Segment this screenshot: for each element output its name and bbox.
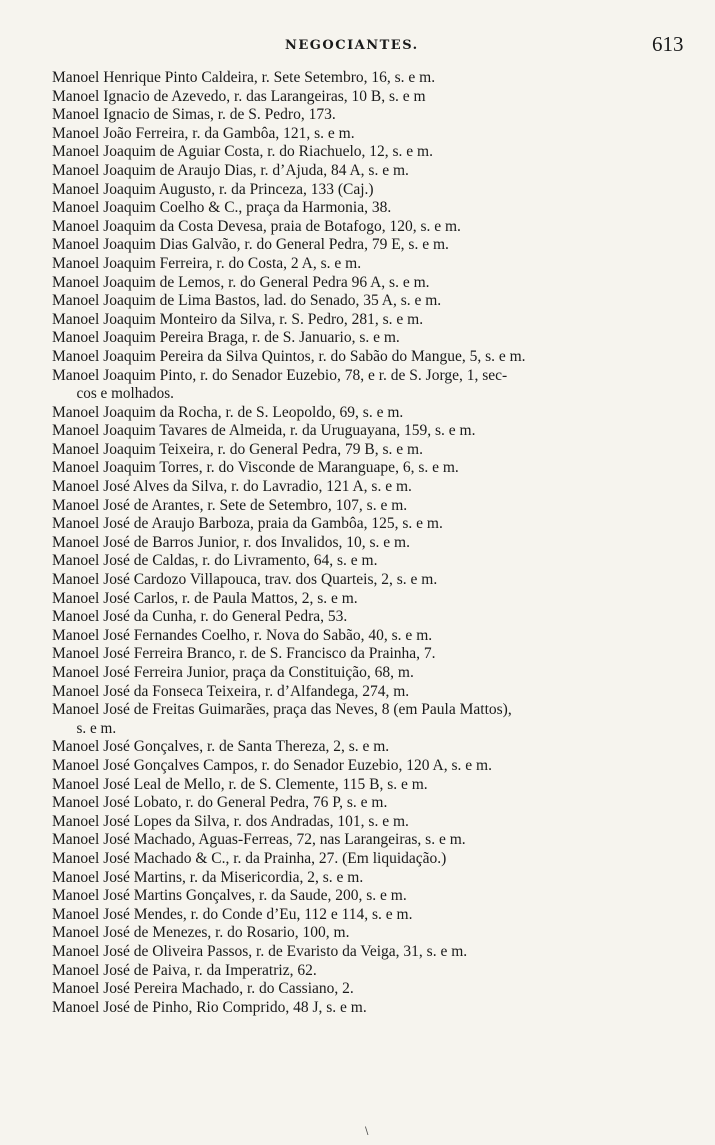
entry-text: Manoel João Ferreira, r. da Gambôa, 121, s. e m. <box>52 124 355 142</box>
entry-text: Manoel José Ferreira Branco, r. de S. Francisco da Prainha, 7. <box>52 645 436 663</box>
list-item <box>52 255 692 274</box>
list-item <box>52 813 692 832</box>
list-item <box>52 497 692 516</box>
list-item <box>52 571 692 590</box>
entry-text: Manoel Ignacio de Azevedo, r. das Larangeiras, 10 B, s. e m <box>52 87 426 105</box>
entry-text: Manoel José Gonçalves, r. de Santa Thereza, 2, s. e m. <box>52 738 390 756</box>
list-item <box>52 757 692 776</box>
entry-text: Manoel José Alves da Silva, r. do Lavradio, 121 A, s. e m. <box>52 478 412 496</box>
entry-text: Manoel José da Fonseca Teixeira, r. d’Alfandega, 274, m. <box>52 682 410 700</box>
entry-text: Manoel José Pereira Machado, r. do Cassiano, 2. <box>52 980 354 998</box>
entry-text: Manoel José Martins Gonçalves, r. da Saude, 200, s. e m. <box>52 887 407 905</box>
entry-text: Manoel José Martins, r. da Misericordia, 2, s. e m. <box>52 868 364 886</box>
list-item <box>52 404 692 423</box>
section-title: NEGOCIANTES. <box>285 38 419 53</box>
entry-text: Manoel José de Barros Junior, r. dos Invalidos, 10, s. e m. <box>52 533 410 551</box>
entry-text: Manoel Joaquim Pereira da Silva Quintos, r. do Sabão do Mangue, 5, s. e m. <box>52 347 526 365</box>
list-item <box>52 924 692 943</box>
entry-text: Manoel José Machado & C., r. da Prainha, 27. (Em liquidação.) <box>52 849 447 867</box>
list-item <box>52 441 692 460</box>
list-item <box>52 831 692 850</box>
list-item <box>52 367 692 404</box>
entry-text: Manoel José Ferreira Junior, praça da Constituição, 68, m. <box>52 664 414 681</box>
entry-text: Manoel Joaquim Pereira Braga, r. de S. Januario, s. e m. <box>52 329 400 347</box>
list-item <box>52 943 692 962</box>
entry-text: Manoel Joaquim da Costa Devesa, praia de Botafogo, 120, s. e m. <box>52 217 461 235</box>
entry-text: Manoel Joaquim da Rocha, r. de S. Leopoldo, 69, s. e m. <box>52 403 404 421</box>
page-header <box>0 30 715 60</box>
list-item <box>52 422 692 441</box>
entry-text: Manoel Joaquim Coelho & C., praça da Harmonia, 38. <box>52 199 392 217</box>
entry-text: Manoel Ignacio de Simas, r. de S. Pedro, 173. <box>52 106 336 124</box>
entry-text: Manoel Joaquim de Araujo Dias, r. d’Ajuda, 84 A, s. e m. <box>52 161 409 179</box>
list-item <box>52 738 692 757</box>
list-item <box>52 999 692 1018</box>
page-number: 613 <box>652 32 684 56</box>
entry-text: Manoel Joaquim Teixeira, r. do General Pedra, 79 B, s. e m. <box>52 440 423 458</box>
list-item <box>52 274 692 293</box>
entry-text: Manoel José Mendes, r. do Conde d’Eu, 112 e 114, s. e m. <box>52 905 413 923</box>
list-item <box>52 869 692 888</box>
entry-text: Manoel José Lopes da Silva, r. dos Andradas, 101, s. e m. <box>52 812 409 830</box>
list-item <box>52 980 692 999</box>
entry-text: Manoel José de Caldas, r. do Livramento, 64, s. e m. <box>52 552 378 570</box>
entry-text: Manoel José de Oliveira Passos, r. de Evaristo da Veiga, 31, s. e m. <box>52 942 468 960</box>
list-item <box>52 199 692 218</box>
list-item <box>52 143 692 162</box>
entry-text: Manoel José Lobato, r. do General Pedra, 76 P, s. e m. <box>52 794 388 812</box>
entry-text: Manoel Joaquim Ferreira, r. do Costa, 2 A, s. e m. <box>52 254 362 272</box>
entry-text: Manoel Joaquim Tavares de Almeida, r. da Uruguayana, 159, s. e m. <box>52 422 476 440</box>
list-item <box>52 459 692 478</box>
entry-text: Manoel José Fernandes Coelho, r. Nova do Sabão, 40, s. e m. <box>52 626 433 644</box>
list-item <box>52 478 692 497</box>
list-item <box>52 515 692 534</box>
list-item <box>52 701 692 738</box>
list-item <box>52 348 692 367</box>
entry-text: Manoel José da Cunha, r. do General Pedra, 53. <box>52 608 348 626</box>
list-item <box>52 329 692 348</box>
list-item <box>52 69 692 88</box>
entry-text: Manoel José de Menezes, r. do Rosario, 100, m. <box>52 924 350 942</box>
list-item <box>52 125 692 144</box>
entry-text: Manoel José Machado, Aguas-Ferreas, 72, nas Larangeiras, s. e m. <box>52 831 466 849</box>
list-item <box>52 645 692 664</box>
list-item <box>52 906 692 925</box>
list-item <box>52 552 692 571</box>
list-item <box>52 776 692 795</box>
list-item <box>52 88 692 107</box>
entry-text: Manoel Henrique Pinto Caldeira, r. Sete Setembro, 16, s. e m. <box>52 69 436 86</box>
entry-text: Manoel Joaquim Dias Galvão, r. do General Pedra, 79 E, s. e m. <box>52 236 449 254</box>
entry-text: Manoel José de Araujo Barboza, praia da Gambôa, 125, s. e m. <box>52 515 443 533</box>
entry-text: Manoel José de Freitas Guimarães, praça das Neves, 8 (em Paula Mattos), <box>52 701 512 719</box>
list-item <box>52 850 692 869</box>
list-item <box>52 181 692 200</box>
entry-text: Manoel Joaquim de Aguiar Costa, r. do Riachuelo, 12, s. e m. <box>52 143 433 161</box>
entry-text: Manoel José de Paiva, r. da Imperatriz, 62. <box>52 961 317 979</box>
entry-text: Manoel Joaquim Monteiro da Silva, r. S. Pedro, 281, s. e m. <box>52 310 424 328</box>
entry-continuation: cos e molhados. <box>76 385 174 403</box>
list-item <box>52 590 692 609</box>
entry-text: Manoel Joaquim de Lima Bastos, lad. do Senado, 35 A, s. e m. <box>52 292 442 310</box>
list-item <box>52 311 692 330</box>
list-item <box>52 608 692 627</box>
list-item <box>52 664 692 683</box>
entry-text: Manoel Joaquim Torres, r. do Visconde de Maranguape, 6, s. e m. <box>52 459 459 477</box>
list-item <box>52 292 692 311</box>
entry-text: Manoel José Leal de Mello, r. de S. Clemente, 115 B, s. e m. <box>52 775 428 793</box>
entry-text: Manoel Joaquim Augusto, r. da Princeza, 133 (Caj.) <box>52 180 374 198</box>
entry-text: Manoel José Carlos, r. de Paula Mattos, 2, s. e m. <box>52 589 358 607</box>
list-item <box>52 962 692 981</box>
merchant-list <box>52 69 692 1017</box>
entry-text: Manoel José de Pinho, Rio Comprido, 48 J, s. e m. <box>52 998 367 1016</box>
entry-continuation: s. e m. <box>76 719 117 737</box>
list-item <box>52 162 692 181</box>
list-item <box>52 887 692 906</box>
list-item <box>52 683 692 702</box>
entry-text: Manoel José Gonçalves Campos, r. do Senador Euzebio, 120 A, s. e m. <box>52 756 492 774</box>
entry-text: Manoel José Cardozo Villapouca, trav. dos Quarteis, 2, s. e m. <box>52 571 438 589</box>
list-item <box>52 236 692 255</box>
list-item <box>52 534 692 553</box>
list-item <box>52 218 692 237</box>
list-item <box>52 106 692 125</box>
entry-text: Manoel Joaquim Pinto, r. do Senador Euzebio, 78, e r. de S. Jorge, 1, sec- <box>52 366 508 384</box>
print-speck: \ <box>365 1126 369 1137</box>
entry-text: Manoel Joaquim de Lemos, r. do General Pedra 96 A, s. e m. <box>52 273 430 291</box>
entry-text: Manoel José de Arantes, r. Sete de Setembro, 107, s. e m. <box>52 496 408 514</box>
list-item <box>52 627 692 646</box>
list-item <box>52 794 692 813</box>
